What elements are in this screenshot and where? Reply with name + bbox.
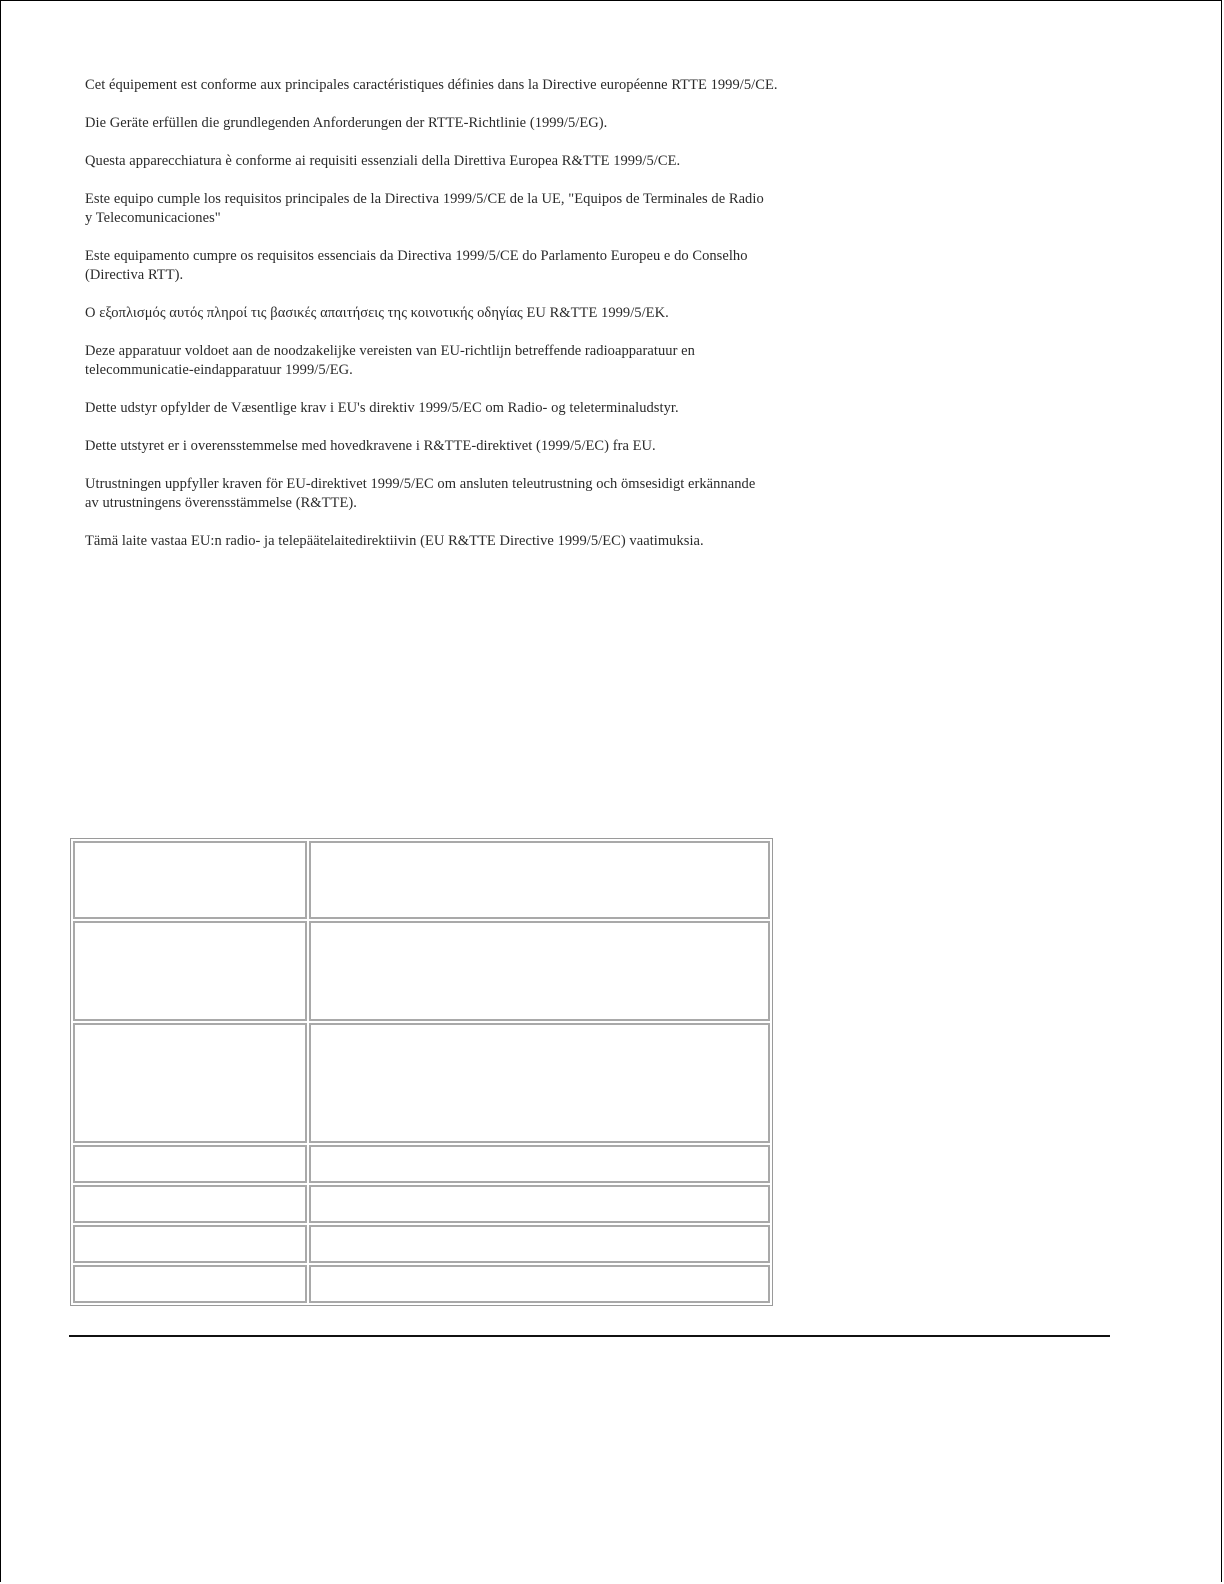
statement-danish — [85, 399, 925, 418]
table-row — [73, 1023, 770, 1143]
statement-line: Ο εξοπλισμός αυτός πληροί τις βασικές απαιτήσεις της κοινοτικής οδηγίας EU R&TTE 1999/5/EK. — [85, 305, 669, 321]
statement-greek — [85, 304, 925, 323]
table-cell — [309, 1145, 770, 1183]
statement-line: Dette udstyr opfylder de Væsentlige krav i EU's direktiv 1999/5/EC om Radio- og teleterminaludstyr. — [85, 400, 679, 416]
compliance-statements — [85, 76, 925, 570]
statement-line: y Telecomunicaciones" — [85, 210, 221, 226]
table-row — [73, 841, 770, 919]
statement-german — [85, 114, 925, 133]
statement-line: Questa apparecchiatura è conforme ai requisiti essenziali della Direttiva Europea R&TTE 1999/5/CE. — [85, 153, 681, 169]
table-cell — [309, 1265, 770, 1303]
statement-italian — [85, 152, 925, 171]
statement-line: Dette utstyret er i overensstemmelse med hovedkravene i R&TTE-direktivet (1999/5/EC) fra EU. — [85, 438, 656, 454]
horizontal-rule — [69, 1335, 1110, 1337]
statement-dutch — [85, 342, 925, 380]
statement-spanish — [85, 190, 925, 228]
table-cell — [73, 1145, 307, 1183]
table-row — [73, 1145, 770, 1183]
statement-french — [85, 76, 925, 95]
statement-swedish — [85, 475, 925, 513]
statement-line: telecommunicatie-eindapparatuur 1999/5/EG. — [85, 362, 353, 378]
table-cell — [309, 1023, 770, 1143]
statement-line: Cet équipement est conforme aux principales caractéristiques définies dans la Directive européenne RTTE 1999/5/CE. — [85, 77, 778, 93]
statement-norwegian — [85, 437, 925, 456]
table-cell — [309, 841, 770, 919]
table-cell — [73, 1023, 307, 1143]
table-cell — [73, 921, 307, 1021]
table-row — [73, 1265, 770, 1303]
statement-line: Die Geräte erfüllen die grundlegenden Anforderungen der RTTE-Richtlinie (1999/5/EG). — [85, 115, 608, 131]
statement-finnish — [85, 532, 925, 551]
statement-line: Deze apparatuur voldoet aan de noodzakelijke vereisten van EU-richtlijn betreffende radioapparatuur en — [85, 343, 695, 359]
statement-line: (Directiva RTT). — [85, 267, 184, 283]
table-cell — [309, 921, 770, 1021]
statement-line: Utrustningen uppfyller kraven för EU-direktivet 1999/5/EC om ansluten teleutrustning och ömsesidigt erkännande — [85, 476, 756, 492]
table-row — [73, 1185, 770, 1223]
statement-line: av utrustningens överensstämmelse (R&TTE). — [85, 495, 357, 511]
table-cell — [309, 1185, 770, 1223]
table-cell — [73, 1225, 307, 1263]
statement-portuguese — [85, 247, 925, 285]
table-row — [73, 1225, 770, 1263]
table-row — [73, 921, 770, 1021]
statement-line: Tämä laite vastaa EU:n radio- ja telepäätelaitedirektiivin (EU R&TTE Directive 1999/5/EC) vaatimuksia. — [85, 533, 704, 549]
table-cell — [309, 1225, 770, 1263]
table-cell — [73, 841, 307, 919]
empty-table — [70, 838, 773, 1306]
table-cell — [73, 1185, 307, 1223]
statement-line: Este equipo cumple los requisitos principales de la Directiva 1999/5/CE de la UE, "Equipos de Terminales de Radio — [85, 191, 764, 207]
table-cell — [73, 1265, 307, 1303]
statement-line: Este equipamento cumpre os requisitos essenciais da Directiva 1999/5/CE do Parlamento Europeu e do Conselho — [85, 248, 748, 264]
